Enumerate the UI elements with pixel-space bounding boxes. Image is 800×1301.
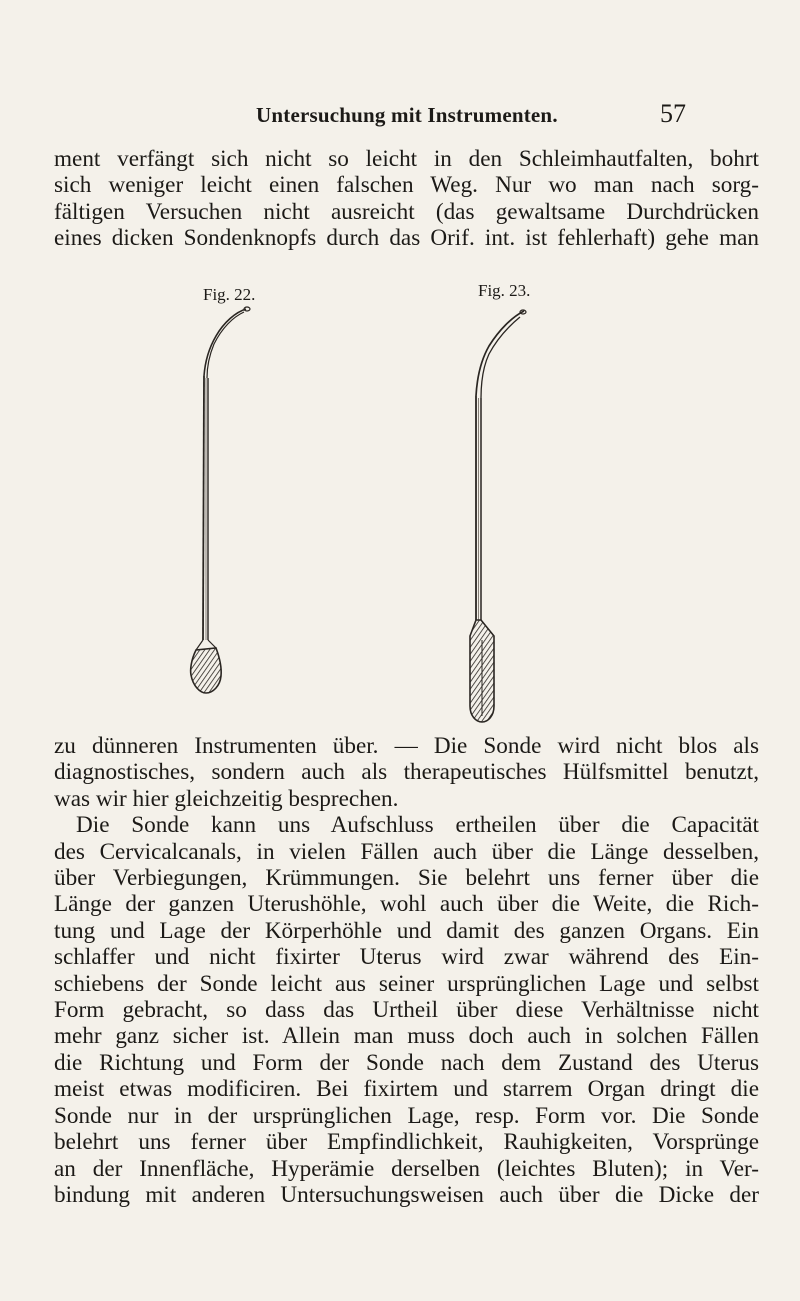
figure-22-caption: Fig. 22. bbox=[203, 285, 256, 304]
text-line: an der Innenfläche, Hyperämie derselben (leichtes Bluten); in Ver- bbox=[54, 1155, 759, 1182]
page-number: 57 bbox=[660, 99, 686, 128]
paragraph-bottom bbox=[54, 733, 759, 1208]
figure-23-sound-drawing bbox=[470, 310, 526, 722]
text-line: sich weniger leicht einen falschen Weg. Nur wo man nach sorg- bbox=[54, 172, 759, 199]
text-line: zu dünneren Instrumenten über. — Die Sonde wird nicht blos als bbox=[54, 733, 759, 759]
text-line: schiebens der Sonde leicht aus seiner ursprünglichen Lage und selbst bbox=[54, 970, 759, 997]
figure-22-sound-drawing bbox=[191, 307, 250, 693]
figure-23-caption: Fig. 23. bbox=[478, 281, 531, 300]
text-line: eines dicken Sondenknopfs durch das Orif. int. ist fehlerhaft) gehe man bbox=[54, 225, 759, 252]
text-line: ment verfängt sich nicht so leicht in den Schleimhautfalten, bohrt bbox=[54, 146, 759, 172]
text-line: über Verbiegungen, Krümmungen. Sie belehrt uns ferner über die bbox=[54, 865, 759, 892]
text-line: mehr ganz sicher ist. Allein man muss doch auch in solchen Fällen bbox=[54, 1023, 759, 1050]
text-line: tung und Lage der Körperhöhle und damit des ganzen Organs. Ein bbox=[54, 917, 759, 944]
text-line: meist etwas modificiren. Bei fixirtem und starrem Organ dringt die bbox=[54, 1076, 759, 1103]
text-line: Länge der ganzen Uterushöhle, wohl auch über die Weite, die Rich- bbox=[54, 891, 759, 918]
text-line: fältigen Versuchen nicht ausreicht (das gewaltsame Durchdrücken bbox=[54, 198, 759, 225]
text-line: Form gebracht, so dass das Urtheil über diese Verhältnisse nicht bbox=[54, 997, 759, 1024]
text-line: diagnostisches, sondern auch als therapeutisches Hülfsmittel benutzt, bbox=[54, 759, 759, 786]
text-line: Sonde nur in der ursprünglichen Lage, resp. Form vor. Die Sonde bbox=[54, 1102, 759, 1129]
text-line: die Richtung und Form der Sonde nach dem Zustand des Uterus bbox=[54, 1049, 759, 1076]
text-line: des Cervicalcanals, in vielen Fällen auch über die Länge desselben, bbox=[54, 838, 759, 865]
running-title: Untersuchung mit Instrumenten. bbox=[256, 103, 558, 127]
text-line: was wir hier gleichzeitig besprechen. bbox=[54, 785, 399, 812]
text-line: bindung mit anderen Untersuchungsweisen auch über die Dicke der bbox=[54, 1181, 759, 1208]
text-line: Die Sonde kann uns Aufschluss ertheilen über die Capacität bbox=[76, 812, 759, 839]
text-line: schlaffer und nicht fixirter Uterus wird zwar während des Ein- bbox=[54, 944, 759, 971]
text-line: belehrt uns ferner über Empfindlichkeit, Rauhigkeiten, Vorsprünge bbox=[54, 1129, 759, 1156]
